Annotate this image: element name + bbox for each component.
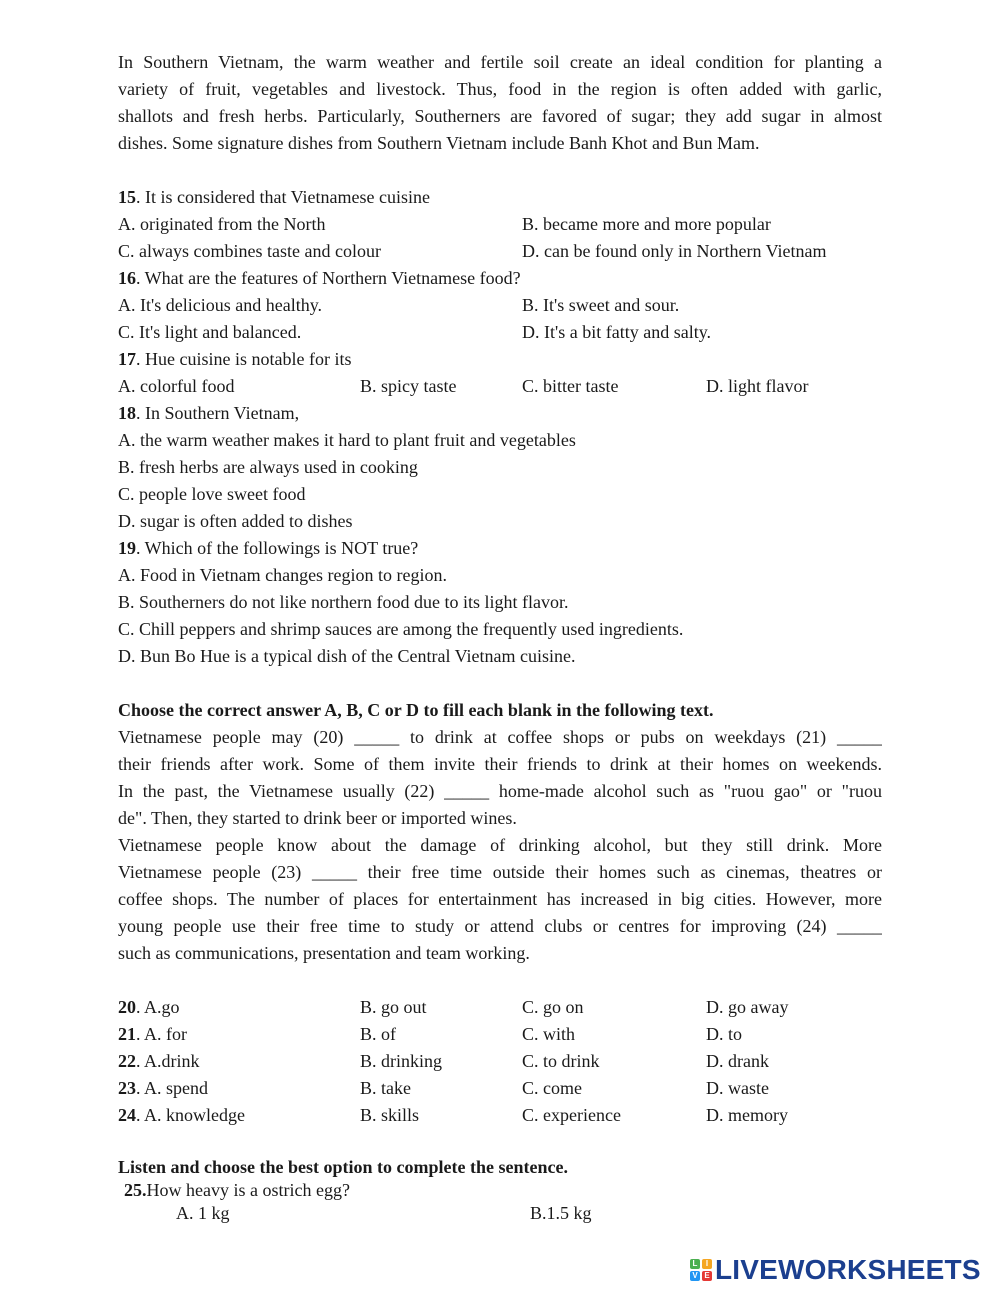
passage-line: shallots and fresh herbs. Particularly, Southerners are favored of sugar; they add sugar in almost [118,106,882,126]
option-21d[interactable]: D. to [706,1024,742,1044]
question-20-number: 20 [118,997,136,1017]
question-21-number: 21 [118,1024,136,1044]
cloze-line: Vietnamese people know about the damage of drinking alcohol, but they still drink. More [118,835,882,855]
question-24-options [118,1102,882,1129]
option-19b[interactable]: B. Southerners do not like northern food due to its light flavor. [118,592,569,612]
question-23-number: 23 [118,1078,136,1098]
option-17a[interactable]: A. colorful food [118,376,235,396]
option-17c[interactable]: C. bitter taste [522,376,619,396]
option-16d[interactable]: D. It's a bit fatty and salty. [522,322,712,342]
cloze-heading: Choose the correct answer A, B, C or D to fill each blank in the following text. [118,700,714,720]
option-20c[interactable]: C. go on [522,997,584,1017]
cloze-line: their friends after work. Some of them invite their friends to drink at their homes on weekends. [118,754,882,774]
option-25b[interactable]: B.1.5 kg [530,1203,592,1223]
option-23b[interactable]: B. take [360,1078,411,1098]
passage-line: variety of fruit, vegetables and livestock. Thus, food in the region is often added with garlic, [118,79,882,99]
option-20b[interactable]: B. go out [360,997,427,1017]
question-25-options [118,1202,882,1225]
option-21a[interactable]: . A. for [136,1024,187,1044]
question-24-number: 24 [118,1105,136,1125]
option-19a[interactable]: A. Food in Vietnam changes region to region. [118,565,448,585]
cloze-line: de". Then, they started to drink beer or imported wines. [118,808,517,828]
cloze-line: such as communications, presentation and team working. [118,943,530,963]
option-15c[interactable]: C. always combines taste and colour [118,241,381,261]
option-25a[interactable]: A. 1 kg [176,1203,230,1223]
reading-passage-end [118,49,882,157]
question-20-options [118,994,882,1021]
option-17d[interactable]: D. light flavor [706,376,809,396]
option-18d[interactable]: D. sugar is often added to dishes [118,511,353,531]
option-16a[interactable]: A. It's delicious and healthy. [118,295,323,315]
worksheet-page [118,49,882,1225]
question-16-options-row1 [118,292,882,319]
option-24d[interactable]: D. memory [706,1105,788,1125]
question-15-options-row2 [118,238,882,265]
option-16c[interactable]: C. It's light and balanced. [118,322,302,342]
logo-text: LIVEWORKSHEETS [715,1254,981,1285]
question-15-options-row1 [118,211,882,238]
question-23-options [118,1075,882,1102]
question-21-options [118,1021,882,1048]
option-21c[interactable]: C. with [522,1024,576,1044]
liveworksheets-logo [690,1254,981,1286]
option-15a[interactable]: A. originated from the North [118,214,326,234]
question-19-stem: 19. Which of the followings is NOT true? [118,538,419,558]
option-15d[interactable]: D. can be found only in Northern Vietnam [522,241,827,261]
option-18a[interactable]: A. the warm weather makes it hard to plant fruit and vegetables [118,430,576,450]
question-16-options-row2 [118,319,882,346]
question-15-stem: 15. It is considered that Vietnamese cuisine [118,187,431,207]
option-19c[interactable]: C. Chill peppers and shrimp sauces are among the frequently used ingredients. [118,619,684,639]
cloze-passage [118,724,882,967]
option-22c[interactable]: C. to drink [522,1051,600,1071]
option-15b[interactable]: B. became more and more popular [522,214,771,234]
option-22b[interactable]: B. drinking [360,1051,443,1071]
option-22d[interactable]: D. drank [706,1051,769,1071]
option-16b[interactable]: B. It's sweet and sour. [522,295,680,315]
cloze-line: young people use their free time to study or attend clubs or centres for improving (24) _____ [118,916,882,936]
cloze-line: Vietnamese people may (20) _____ to drink at coffee shops or pubs on weekdays (21) _____ [118,727,882,747]
option-23a[interactable]: . A. spend [136,1078,208,1098]
option-24a[interactable]: . A. knowledge [136,1105,245,1125]
question-18-stem: 18. In Southern Vietnam, [118,403,300,423]
question-25-stem: 25.How heavy is a ostrich egg? [124,1180,350,1200]
option-17b[interactable]: B. spicy taste [360,376,457,396]
logo-mark-icon: L I V E [690,1259,712,1281]
option-21b[interactable]: B. of [360,1024,396,1044]
option-24b[interactable]: B. skills [360,1105,420,1125]
option-22a[interactable]: . A.drink [136,1051,200,1071]
question-22-number: 22 [118,1051,136,1071]
cloze-line: In the past, the Vietnamese usually (22) _____ home-made alcohol such as "ruou gao" or "ruou [118,781,882,801]
option-24c[interactable]: C. experience [522,1105,621,1125]
question-16-stem: 16. What are the features of Northern Vietnamese food? [118,268,521,288]
option-18c[interactable]: C. people love sweet food [118,484,306,504]
question-17-options [118,373,882,400]
passage-line: dishes. Some signature dishes from Southern Vietnam include Banh Khot and Bun Mam. [118,133,760,153]
listening-heading: Listen and choose the best option to complete the sentence. [118,1157,568,1177]
option-18b[interactable]: B. fresh herbs are always used in cooking [118,457,418,477]
question-22-options [118,1048,882,1075]
option-23d[interactable]: D. waste [706,1078,769,1098]
cloze-line: coffee shops. The number of places for entertainment has increased in big cities. However, more [118,889,882,909]
cloze-line: Vietnamese people (23) _____ their free time outside their homes such as cinemas, theatres or [118,862,882,882]
passage-line: In Southern Vietnam, the warm weather and fertile soil create an ideal condition for planting a [118,52,882,72]
option-23c[interactable]: C. come [522,1078,582,1098]
option-20a[interactable]: . A.go [136,997,180,1017]
option-19d[interactable]: D. Bun Bo Hue is a typical dish of the Central Vietnam cuisine. [118,646,576,666]
option-20d[interactable]: D. go away [706,997,789,1017]
question-17-stem: 17. Hue cuisine is notable for its [118,349,352,369]
